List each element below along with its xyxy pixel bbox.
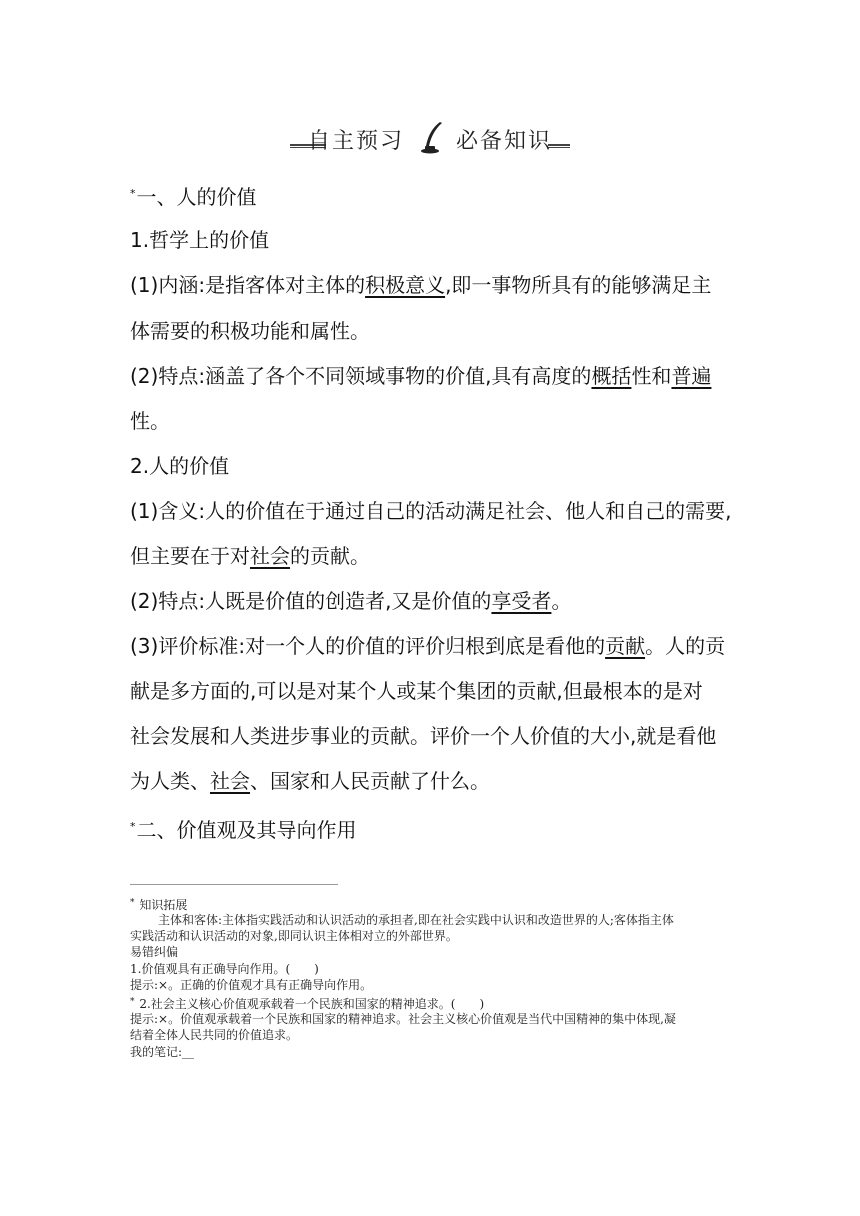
blank-answer: 社会 [210,769,250,793]
section-heading-2: *二、价值观及其导向作用 [130,818,357,842]
paragraph-line: 体需要的积极功能和属性。 [130,319,370,343]
subheading-1: 1.哲学上的价值 [130,228,270,252]
footnote-hint: 提示:×。价值观承载着一个民族和国家的精神追求。社会主义核心价值观是当代中国精神的集中体现,凝 [130,1012,676,1026]
blank-answer: 社会 [250,544,290,568]
paragraph-line: (2)特点:涵盖了各个不同领域事物的价值,具有高度的概括性和普遍 [130,364,712,388]
paragraph-line: 为人类、社会、国家和人民贡献了什么。 [130,769,490,793]
paragraph-line: (1)内涵:是指客体对主体的积极意义,即一事物所具有的能够满足主 [130,273,712,297]
banner-title-right: 必备知识 [456,129,553,154]
footnote-marker: * [130,187,136,200]
blank-answer: 贡献 [605,634,646,658]
footnote-question: 1.价值观具有正确导向作用。( ) [130,962,319,976]
paragraph-line: (1)含义:人的价值在于通过自己的活动满足社会、他人和自己的需要, [130,499,732,523]
blank-answer: 积极意义 [365,273,446,297]
my-notes: 我的笔记:__ [130,1045,195,1059]
paragraph-line: (3)评价标准:对一个人的价值的评价归根到底是看他的贡献。人的贡 [130,634,726,658]
footnote-divider [130,884,338,885]
footnote-hint: 提示:×。正确的价值观才具有正确导向作用。 [130,978,373,992]
subheading-2: 2.人的价值 [130,454,230,478]
paragraph-line: 社会发展和人类进步事业的贡献。评价一个人价值的大小,就是看他 [130,724,717,748]
paragraph-line: 性。 [130,409,170,433]
section-heading-1: *一、人的价值 [130,185,257,209]
footnote-title: * 知识拓展 [130,898,188,912]
footnote-question: * 2.社会主义核心价值观承载着一个民族和国家的精神追求。( ) [130,997,485,1011]
banner-title-left: 自主预习 [308,129,405,154]
paragraph-line: (2)特点:人既是价值的创造者,又是价值的享受者。 [130,589,572,613]
blank-answer: 享受者 [491,589,552,613]
blank-answer: 概括 [591,364,632,388]
footnote-line: 实践活动和认识活动的对象,即同认识主体相对立的外部世界。 [130,929,458,943]
paragraph-line: 但主要在于对社会的贡献。 [130,544,370,568]
quill-ink-icon [414,120,450,154]
footnote-line: 主体和客体:主体指实践活动和认识活动的承担者,即在社会实践中认识和改造世界的人;客体指主体 [158,913,674,927]
footnote-heading: 易错纠偏 [130,945,179,959]
footnote-marker: * [130,820,136,833]
paragraph-line: 献是多方面的,可以是对某个人或某个集团的贡献,但最根本的是对 [130,679,703,703]
section-banner [290,118,570,158]
blank-answer: 普遍 [671,364,712,388]
footnote-line: 结着全体人民共同的价值追求。 [130,1028,299,1042]
